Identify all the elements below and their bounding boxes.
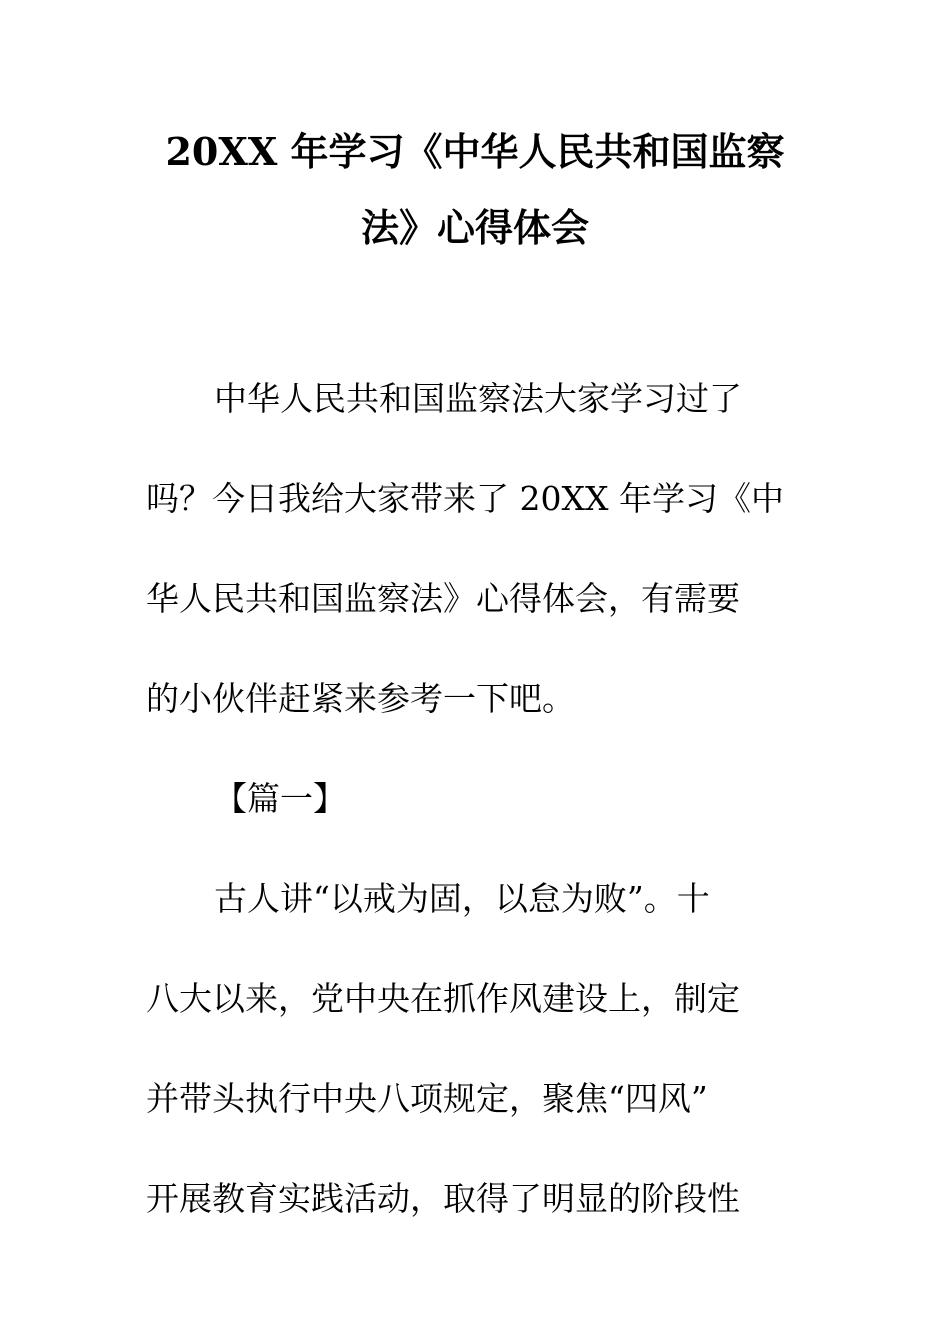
body-line-5: 古人讲“以戒为固，以怠为败”。十 [214,879,710,918]
body-line-2: 吗？今日我给大家带来了 20XX 年学习《中 [146,479,784,518]
section-heading: 【篇一】 [214,779,346,818]
body-line-8: 开展教育实践活动，取得了明显的阶段性 [146,1179,740,1218]
body-line-3: 华人民共和国监察法》心得体会，有需要 [146,579,740,618]
body-line-6: 八大以来，党中央在抓作风建设上，制定 [146,979,740,1018]
body-line-7: 并带头执行中央八项规定，聚焦“四风” [146,1079,708,1118]
body-line-4: 的小伙伴赶紧来参考一下吧。 [146,679,575,718]
body-line-1: 中华人民共和国监察法大家学习过了 [214,379,742,418]
document-title-line-1: 20XX 年学习《中华人民共和国监察 [165,129,785,174]
document-title-line-2: 法》心得体会 [360,205,589,250]
